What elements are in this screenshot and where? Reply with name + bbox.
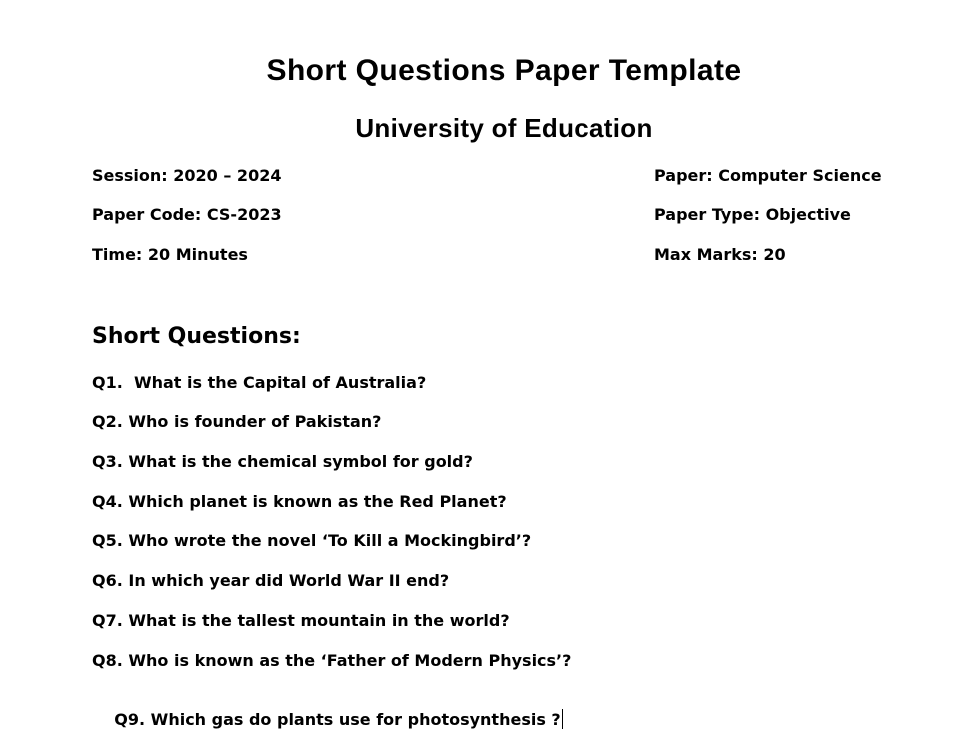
question-9: Q9. Which gas do plants use for photosynthesis ? xyxy=(114,710,561,729)
max-marks-info: Max Marks: 20 xyxy=(654,245,786,264)
question-9-line[interactable] xyxy=(92,690,563,748)
paper-code-info: Paper Code: CS-2023 xyxy=(92,205,282,224)
question-6: Q6. In which year did World War II end? xyxy=(92,571,450,590)
question-4: Q4. Which planet is known as the Red Planet? xyxy=(92,492,507,511)
time-info: Time: 20 Minutes xyxy=(92,245,248,264)
paper-type-info: Paper Type: Objective xyxy=(654,205,851,224)
question-3: Q3. What is the chemical symbol for gold? xyxy=(92,452,473,471)
question-7: Q7. What is the tallest mountain in the world? xyxy=(92,611,510,630)
question-5: Q5. Who wrote the novel ‘To Kill a Mockingbird’? xyxy=(92,531,532,550)
institution-name: University of Education xyxy=(355,113,653,143)
question-8: Q8. Who is known as the ‘Father of Modern Physics’? xyxy=(92,651,572,670)
document-title: Short Questions Paper Template xyxy=(266,54,742,87)
section-heading: Short Questions: xyxy=(92,324,301,349)
text-cursor xyxy=(562,709,563,729)
question-2: Q2. Who is founder of Pakistan? xyxy=(92,412,382,431)
session-info: Session: 2020 – 2024 xyxy=(92,166,282,185)
question-1: Q1. What is the Capital of Australia? xyxy=(92,373,427,392)
paper-subject-info: Paper: Computer Science xyxy=(654,166,882,185)
